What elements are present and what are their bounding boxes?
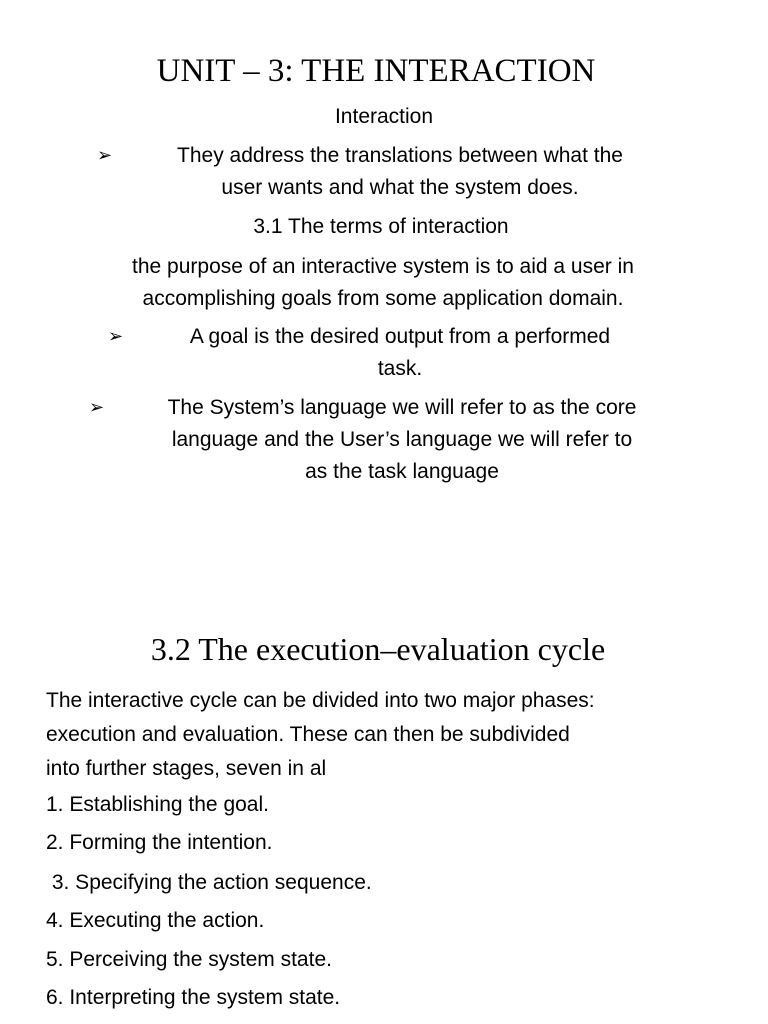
purpose-paragraph bbox=[70, 251, 696, 315]
bullet-1-line-1: They address the translations between what the bbox=[177, 144, 623, 167]
list-item: 5. Perceiving the system state. bbox=[46, 948, 332, 971]
bullet-3 bbox=[112, 392, 692, 488]
list-item: 2. Forming the intention. bbox=[46, 831, 273, 854]
subsection-title: 3.1 The terms of interaction bbox=[253, 215, 509, 238]
cycle-intro-line-3: into further stages, seven in al bbox=[46, 757, 327, 780]
cycle-intro-line-2: execution and evaluation. These can then be subdivided bbox=[46, 723, 570, 746]
bullet-3-line-2: language and the User’s language we will refer to bbox=[171, 428, 633, 451]
bullet-1 bbox=[120, 140, 680, 204]
cycle-intro-line-1: The interactive cycle can be divided into two major phases: bbox=[46, 689, 595, 712]
purpose-line-1: the purpose of an interactive system is to aid a user in bbox=[132, 255, 634, 278]
bullet-3-line-3: as the task language bbox=[305, 460, 499, 483]
bullet-1-line-2: user wants and what the system does. bbox=[221, 176, 579, 199]
section-label: Interaction bbox=[334, 105, 434, 128]
section-2-title: 3.2 The execution–evaluation cycle bbox=[150, 631, 606, 667]
bullet-2-line-2: task. bbox=[377, 357, 423, 380]
bullet-3-line-1: The System’s language we will refer to as the core bbox=[167, 396, 637, 419]
unit-title: UNIT – 3: THE INTERACTION bbox=[156, 53, 596, 89]
cycle-intro-paragraph bbox=[46, 684, 736, 786]
bullet-2-line-1: A goal is the desired output from a performed bbox=[189, 325, 611, 348]
purpose-line-2: accomplishing goals from some application domain. bbox=[142, 287, 624, 310]
arrow-bullet-icon: ➢ bbox=[108, 326, 124, 347]
bullet-2 bbox=[130, 321, 670, 385]
arrow-bullet-icon: ➢ bbox=[89, 397, 105, 418]
list-item: 4. Executing the action. bbox=[46, 909, 265, 932]
list-item: 1. Establishing the goal. bbox=[46, 793, 269, 816]
list-item: 3. Specifying the action sequence. bbox=[46, 871, 372, 894]
arrow-bullet-icon: ➢ bbox=[97, 145, 113, 166]
list-item: 6. Interpreting the system state. bbox=[46, 986, 341, 1009]
